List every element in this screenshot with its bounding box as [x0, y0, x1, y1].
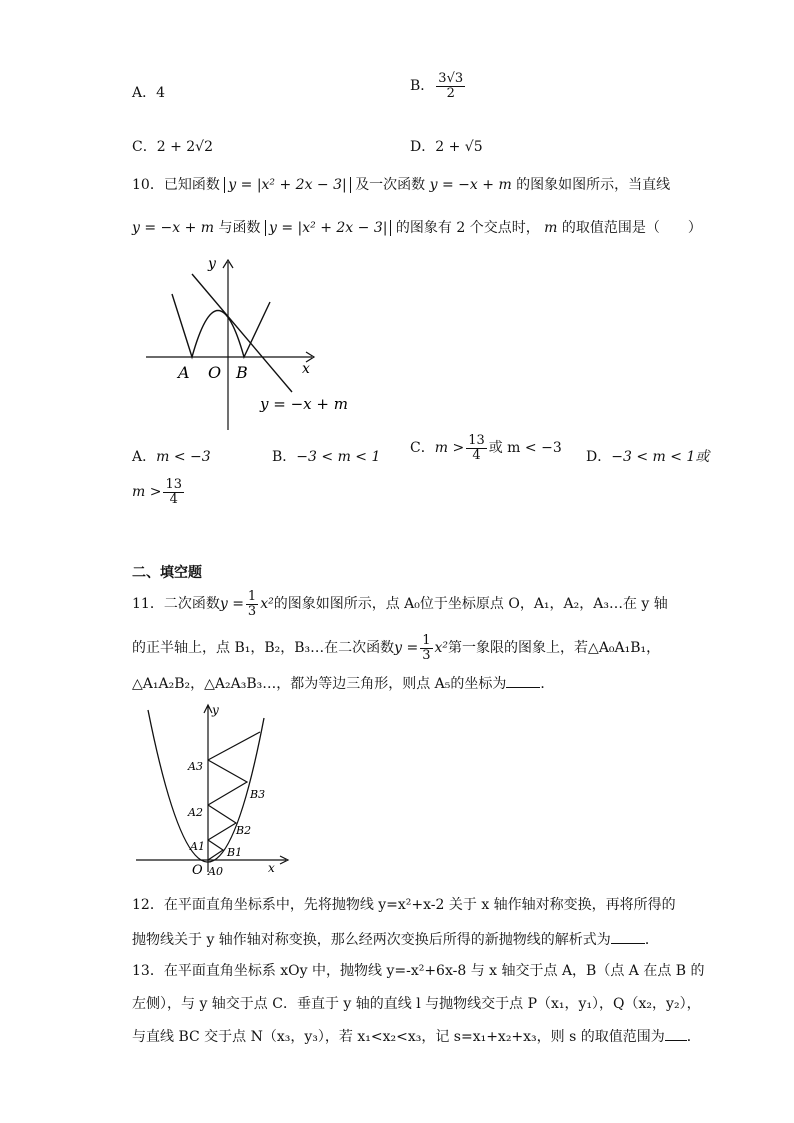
label-o: O [192, 863, 203, 878]
section-heading: 二、填空题 [132, 565, 202, 581]
q10-graph [140, 252, 348, 432]
q11-line-3: △A₁A₂B₂，△A₂A₃B₃…，都为等边三角形，则点 A₅的坐标为 ． [132, 676, 555, 692]
q10-line-1: 10．已知函数 y = |x² + 2x − 3| 及一次函数 y = −x + m 的图象如图所示，当直线 [132, 177, 671, 193]
q11-graph [132, 700, 292, 880]
q10-option-d: D．−3 < m < 1或 [586, 449, 710, 465]
label-a2: A2 [188, 806, 203, 819]
function-abs: y = |x² + 2x − 3| [224, 177, 350, 193]
label-x: x [268, 861, 275, 875]
label-y: y [212, 703, 219, 717]
q10-option-a: A．m < −3 [132, 449, 211, 465]
q13-line-1: 13．在平面直角坐标系 xOy 中，抛物线 y=-x²+6x-8 与 x 轴交于点 A，B（点 A 在点 B 的 [132, 963, 705, 979]
label-b1: B1 [227, 846, 243, 859]
q11-line-2: 的正半轴上，点 B₁，B₂，B₃…在二次函数y = $\frac{1}{3}$ x²第一象限的图象上，若△A₀A₁B₁， [132, 633, 661, 663]
answer-blank[interactable] [611, 942, 645, 944]
label-x: x [302, 361, 310, 377]
q13-line-2: 左侧），与 y 轴交于点 C．垂直于 y 轴的直线 l 与抛物线交于点 P（x₁，y₁），Q（x₂，y₂）， [132, 996, 701, 1012]
question-number: 11． [132, 596, 164, 613]
triangle-2 [208, 805, 236, 840]
parabola-curve [148, 710, 264, 862]
option-label: C． [132, 139, 157, 155]
q12-line-1: 12．在平面直角坐标系中，先将抛物线 y=x²+x-2 关于 x 轴作轴对称变换，再将所得的 [132, 897, 676, 913]
function-line: y = −x + m [132, 220, 215, 236]
function-abs: y = |x² + 2x − 3| [265, 220, 391, 236]
q10-option-d-continued: m > $\frac{13}{4}$ [132, 477, 183, 507]
triangle-4-partial [208, 732, 260, 760]
option-label: A． [132, 85, 157, 101]
q10-line-2: y = −x + m 与函数 y = |x² + 2x − 3| 的图象有 2 个交点时， m 的取值范围是（ ） [132, 220, 702, 236]
answer-blank[interactable] [506, 686, 540, 688]
q9-option-b [410, 72, 467, 100]
line-label: y = −x + m [260, 395, 348, 413]
option-value: 4 [156, 85, 166, 101]
q12-line-2: 抛物线关于 y 轴作轴对称变换，那么经两次变换后所得的新抛物线的解析式为 ． [132, 932, 659, 948]
option-label: B． [410, 78, 435, 95]
q13-line-3: 与直线 BC 交于点 N（x₃，y₃），若 x₁<x₂<x₃，记 s=x₁+x₂+x₃，则 s 的取值范围为 ． [132, 1029, 701, 1045]
label-y: y [208, 256, 216, 272]
option-value: 2 + 2√2 [156, 139, 213, 155]
q9-option-d [410, 136, 483, 156]
option-fraction: $\frac{3√3}{2}$ [438, 71, 464, 101]
q9-option-a [132, 82, 165, 102]
variable-m: m [544, 220, 558, 236]
triangle-3 [208, 760, 247, 805]
abs-parabola-curve [172, 294, 270, 357]
option-label: D． [410, 139, 436, 155]
question-number: 10． [132, 177, 164, 193]
label-a3: A3 [188, 760, 203, 773]
q10-option-b: B．−3 < m < 1 [272, 449, 381, 465]
q10-option-c: C．m > $\frac{13}{4}$ 或 m < −3 [410, 433, 562, 463]
triangle-1 [208, 840, 223, 860]
q9-option-c [132, 136, 213, 156]
label-o: O [208, 363, 222, 382]
label-a: A [178, 363, 190, 382]
option-value: 2 + √5 [435, 139, 483, 155]
label-b: B [236, 363, 248, 382]
function-line: y = −x + m [429, 177, 512, 193]
label-b3: B3 [250, 788, 266, 801]
label-a0: A0 [208, 865, 223, 878]
answer-blank[interactable] [665, 1039, 687, 1041]
label-a1: A1 [190, 840, 205, 853]
q11-line-1: 11．二次函数y = $\frac{1}{3}$ x²的图象如图所示，点 A₀位于坐标原点 O，A₁，A₂，A₃…在 y 轴 [132, 589, 668, 619]
label-b2: B2 [236, 824, 252, 837]
